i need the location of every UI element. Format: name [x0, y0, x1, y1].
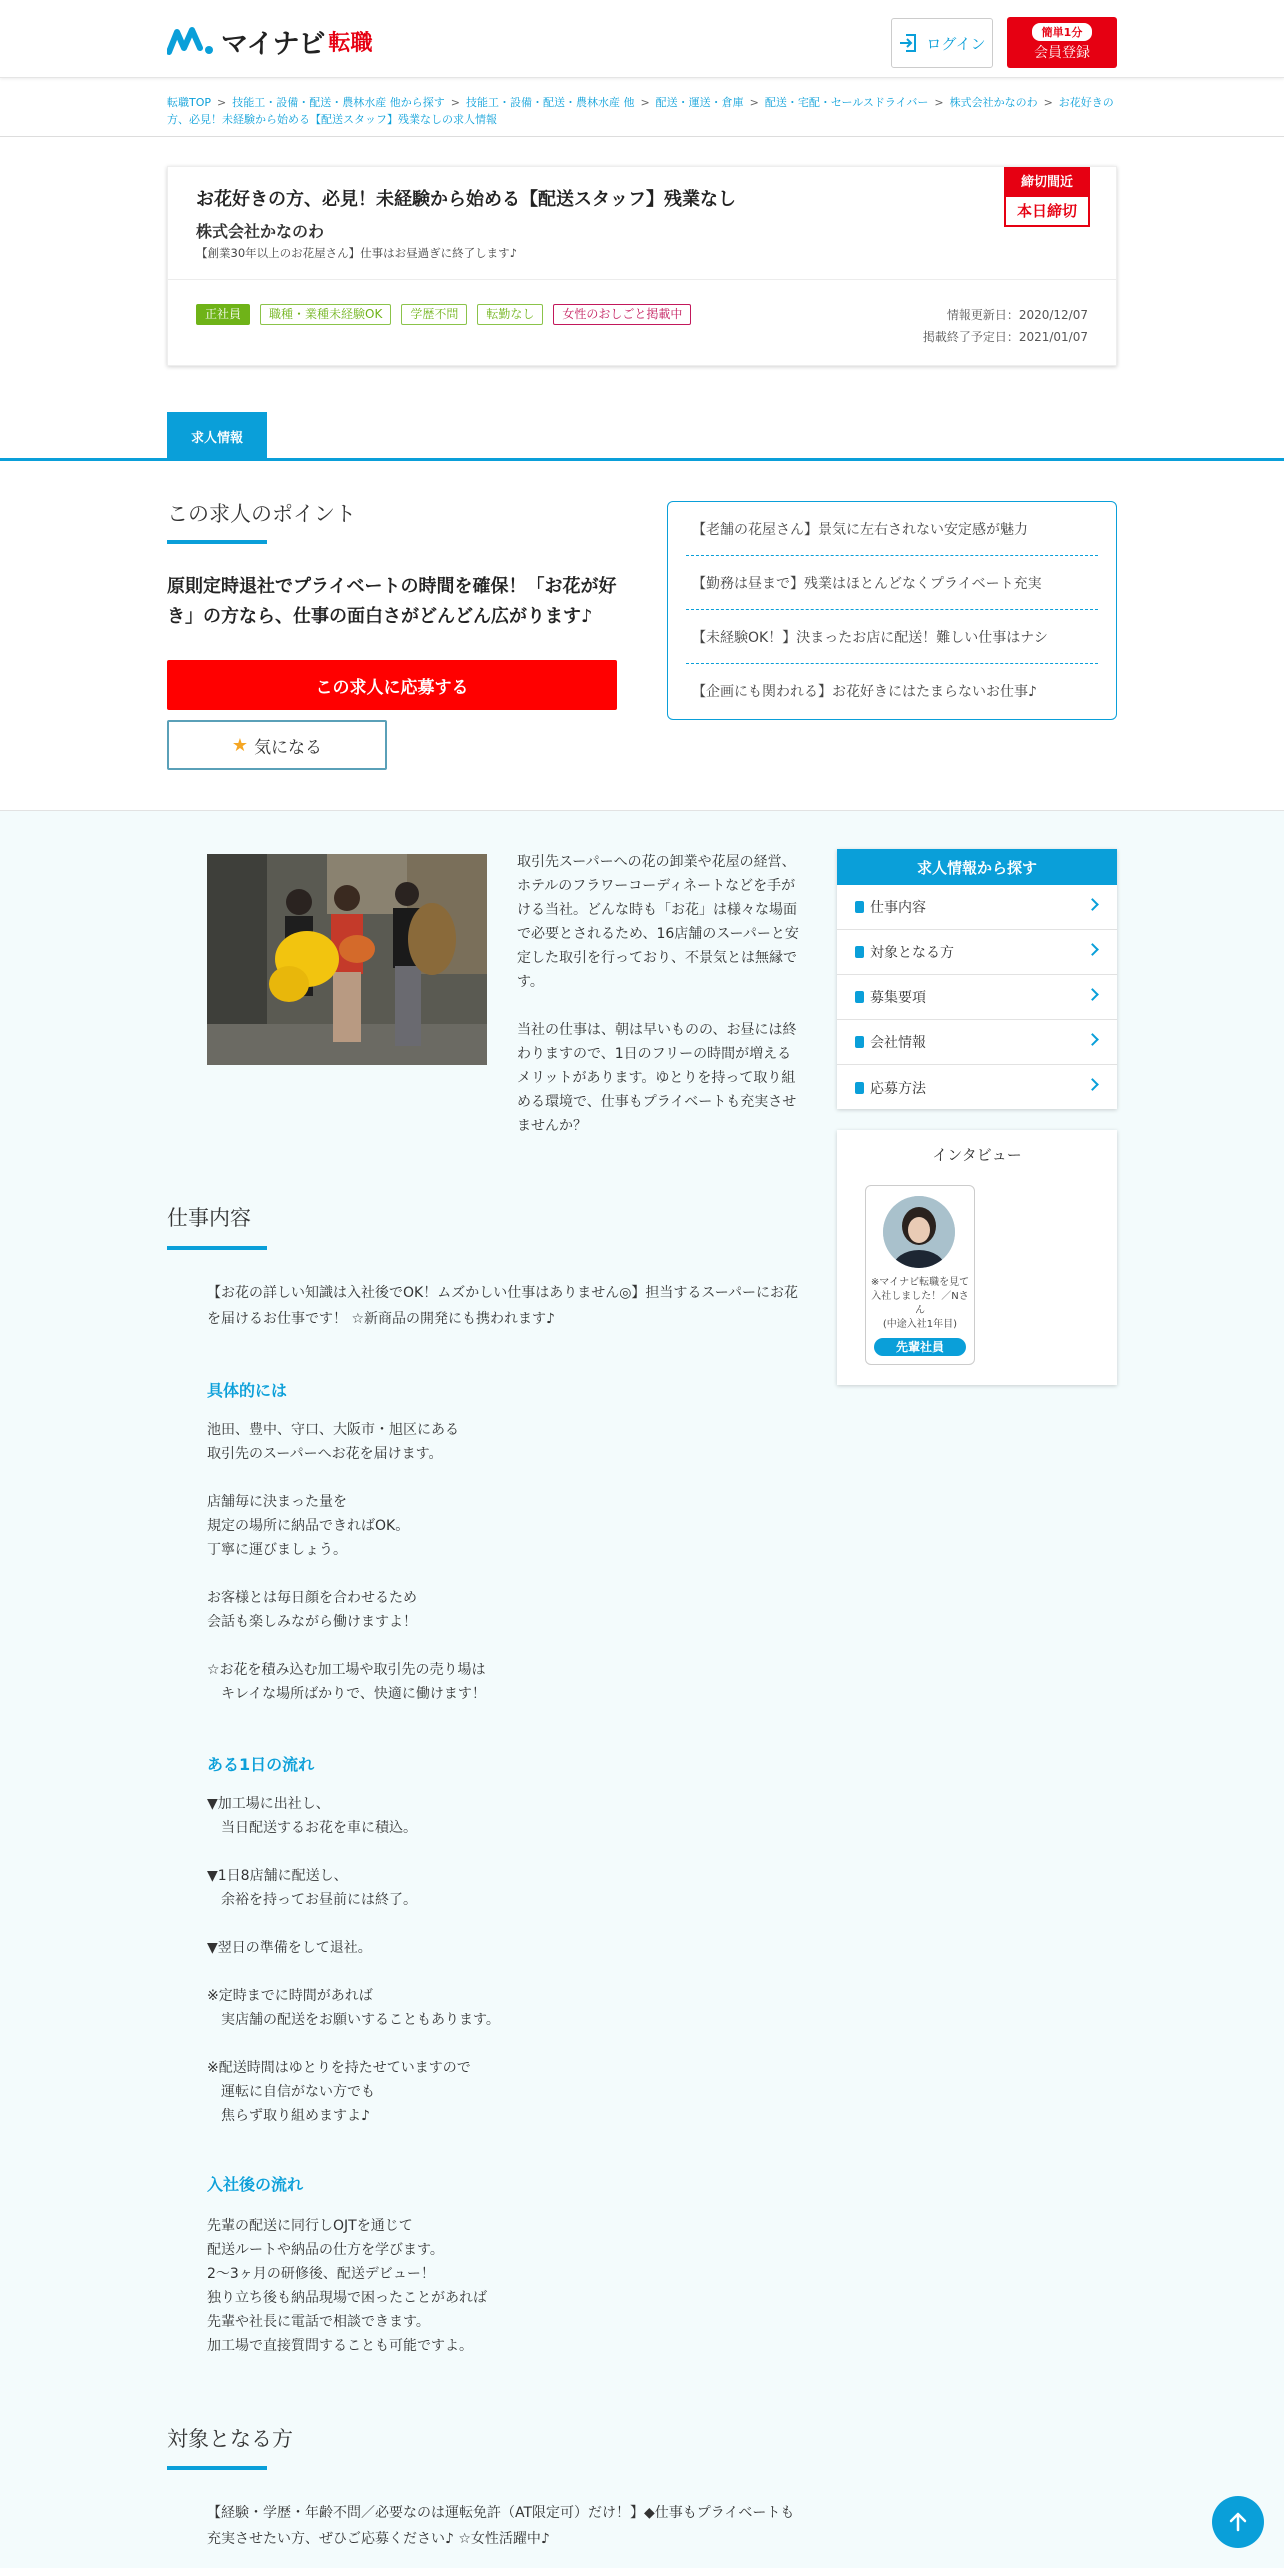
site-header [0, 0, 1284, 78]
heading-underline [167, 540, 267, 544]
register-button[interactable] [1007, 17, 1117, 68]
favorite-button[interactable] [167, 720, 387, 770]
register-badge: 簡単1分 [1032, 23, 1093, 41]
breadcrumb-item[interactable]: 配送・宅配・セールスドライバー [764, 96, 929, 109]
login-label: ログイン [926, 34, 986, 53]
interview-link[interactable] [865, 1185, 975, 1365]
section-nav-label: 会社情報 [870, 1035, 926, 1051]
point-item: 【未経験OK！】決まったお店に配送！難しい仕事はナシ [686, 610, 1098, 664]
tag-employment-type: 正社員 [196, 304, 250, 325]
mynavi-logo-icon [167, 26, 219, 58]
scroll-top-button[interactable] [1212, 2496, 1264, 2548]
chevron-right-icon [1086, 1078, 1099, 1091]
breadcrumb-item[interactable]: 配送・運送・倉庫 [655, 96, 744, 109]
section-nav-target[interactable] [837, 930, 1117, 975]
tag-education: 学歴不問 [401, 304, 467, 325]
section-nav-label: 応募方法 [870, 1080, 926, 1097]
login-button[interactable] [891, 18, 993, 68]
work-body: 池田、豊中、守口、大阪市・旭区にある 取引先のスーパーへお花を届けます。 店舗毎に決まった量を 規定の場所に納品できればOK。 丁寧に運びましょう。 お客様とは毎日顔を合わせるため 会話も楽しみながら働けますよ！ ☆お花を積み込む加工場や取引先の売り場は キレイな場所ばかりで、快適に働けます！ [207, 1422, 486, 1702]
breadcrumb-item[interactable]: 転職TOP [167, 96, 212, 109]
login-icon [898, 33, 918, 53]
chevron-right-icon [1086, 898, 1099, 911]
heading-underline [167, 2466, 267, 2470]
intro-paragraph: 当社の仕事は、朝は早いものの、お昼には終わりますので、1日のフリーの時間が増えるメリットがあります。ゆとりを持って取り組める環境で、仕事もプライベートも充実させませんか？ [517, 1022, 797, 1134]
target-heading: 対象となる方 [167, 2427, 293, 2451]
interview-badge: 先輩社員 [874, 1338, 966, 1356]
deadline-top: 締切間近 [1006, 169, 1088, 197]
job-title: お花好きの方、必見！未経験から始める【配送スタッフ】残業なし [196, 189, 736, 210]
tab-job-info[interactable]: 求人情報 [167, 412, 267, 460]
interview-text: ※マイナビ転職を見て入社しました！／Nさん (中途入社1年目) [870, 1277, 970, 1330]
tag-women: 女性のおしごと掲載中 [553, 304, 691, 325]
job-catchcopy: 【創業30年以上のお花屋さん】仕事はお昼過ぎに終了します♪ [196, 246, 517, 260]
logo-sub: 転職 [328, 31, 373, 56]
section-nav-requirements[interactable] [837, 975, 1117, 1020]
tag-inexperienced-ok: 職種・業種未経験OK [260, 304, 391, 325]
avatar-image [883, 1196, 955, 1268]
chevron-right-icon [1086, 1033, 1099, 1046]
breadcrumb-item[interactable]: 技能工・設備・配送・農林水産 他から探す [232, 96, 445, 109]
divider [0, 136, 1284, 137]
section-nav-label: 対象となる方 [870, 945, 954, 961]
section-nav [837, 849, 1117, 1109]
interview-title: インタビュー [932, 1146, 1022, 1164]
job-dates [923, 304, 1088, 348]
work-subheading: 入社後の流れ [207, 2175, 304, 2194]
company-name[interactable]: 株式会社かなのわ [196, 222, 325, 241]
company-intro [517, 850, 800, 1138]
point-item: 【企画にも関われる】お花好きにはたまらないお仕事♪ [692, 684, 1037, 700]
breadcrumb: 転職TOP > 技能工・設備・配送・農林水産 他から探す > 技能工・設備・配送・農林水産 他 > 配送・運送・倉庫 > 配送・宅配・セールスドライバー > 株式会社かなのわ > お花好きの方、必見！未経験から始める【配送スタッフ】残業なしの求人情報 [167, 96, 1114, 126]
workplace-photo [207, 854, 487, 1065]
work-subheading: 具体的には [207, 1381, 288, 1400]
bullet-icon [855, 901, 864, 913]
updated-date: 情報更新日：2020/12/07 [946, 308, 1088, 322]
interview-card [837, 1130, 1117, 1385]
intro-paragraph: 取引先スーパーへの花の卸業や花屋の経営、ホテルのフラワーコーディネートなどを手がける当社。どんな時も「お花」は様々な場面で必要とされるため、16店舗のスーパーと安定した取引を行っており、不景気とは無縁です。 [517, 854, 799, 990]
heading-underline [167, 1246, 267, 1250]
work-heading: 仕事内容 [167, 1206, 251, 1230]
deadline-badge [1004, 167, 1090, 227]
points-text: 原則定時退社でプライベートの時間を確保！「お花が好き」の方なら、仕事の面白さがどんどん広がります♪ [167, 576, 617, 627]
bullet-icon [855, 991, 864, 1003]
point-item: 【老舗の花屋さん】景気に左右されない安定感が魅力 [686, 502, 1098, 556]
points-list [667, 501, 1117, 720]
chevron-right-icon [1086, 943, 1099, 956]
workplace-photo-image [207, 854, 487, 1065]
target-lead: 【経験・学歴・年齢不問／必要なのは運転免許（AT限定可）だけ！】◆仕事もプライベートも充実させたい方、ぜひご応募ください♪ ☆女性活躍中♪ [207, 2505, 795, 2547]
points-heading: この求人のポイント [167, 502, 356, 526]
job-tags [196, 304, 691, 325]
work-body: 先輩の配送に同行しOJTを通じて 配送ルートや納品の仕方を学びます。 2～3ヶ月の研修後、配送デビュー！ 独り立ち後も納品現場で困ったことがあれば 先輩や社長に電話で相談できます。 加工場で直接質問することも可能ですよ。 [207, 2218, 487, 2354]
job-summary-card [167, 166, 1117, 366]
section-nav-work[interactable] [837, 885, 1117, 930]
tag-no-transfer: 転勤なし [477, 304, 543, 325]
logo-text: マイナビ [221, 29, 325, 60]
favorite-label: 気になる [254, 737, 323, 758]
star-icon: ★ [231, 734, 249, 756]
tab-underline [0, 458, 1284, 461]
section-nav-label: 募集要項 [870, 990, 926, 1006]
breadcrumb-item[interactable]: お花好きの方、必見！未経験から始める【配送スタッフ】残業なしの求人情報 [167, 96, 1114, 126]
section-nav-company[interactable] [837, 1020, 1117, 1065]
section-nav-heading: 求人情報から探す [837, 849, 1117, 885]
bullet-icon [855, 1036, 864, 1048]
chevron-right-icon [1086, 988, 1099, 1001]
section-nav-label: 仕事内容 [870, 900, 926, 916]
breadcrumb-item[interactable]: 株式会社かなのわ [949, 96, 1038, 109]
register-label: 会員登録 [1034, 45, 1090, 61]
work-lead: 【お花の詳しい知識は入社後でOK！ムズかしい仕事はありません◎】担当するスーパーにお花を届けるお仕事です！ ☆新商品の開発にも携われます♪ [207, 1285, 799, 1327]
deadline-bottom: 本日締切 [1016, 202, 1077, 220]
site-logo[interactable] [167, 22, 372, 61]
work-body: ▼加工場に出社し、 当日配送するお花を車に積込。 ▼1日8店舗に配送し、 余裕を持ってお昼前には終了。 ▼翌日の準備をして退社。 ※定時までに時間があれば 実店舗の配送をお願いすることもあります。 ※配送時間はゆとりを持たせていますので 運転に自信がない方でも 焦らず取り組めますよ♪ [207, 1796, 500, 2124]
section-nav-apply[interactable] [837, 1065, 1117, 1110]
bullet-icon [855, 946, 864, 958]
divider [168, 279, 1116, 280]
work-subheading: ある1日の流れ [207, 1755, 315, 1774]
point-item: 【勤務は昼まで】残業はほとんどなくプライベート充実 [686, 556, 1098, 610]
arrow-up-icon [1227, 2511, 1249, 2533]
end-date: 掲載終了予定日：2021/01/07 [922, 330, 1088, 344]
avatar [883, 1196, 955, 1268]
breadcrumb-item[interactable]: 技能工・設備・配送・農林水産 他 [465, 96, 635, 109]
bullet-icon [855, 1082, 864, 1094]
apply-button[interactable]: この求人に応募する [167, 660, 617, 710]
